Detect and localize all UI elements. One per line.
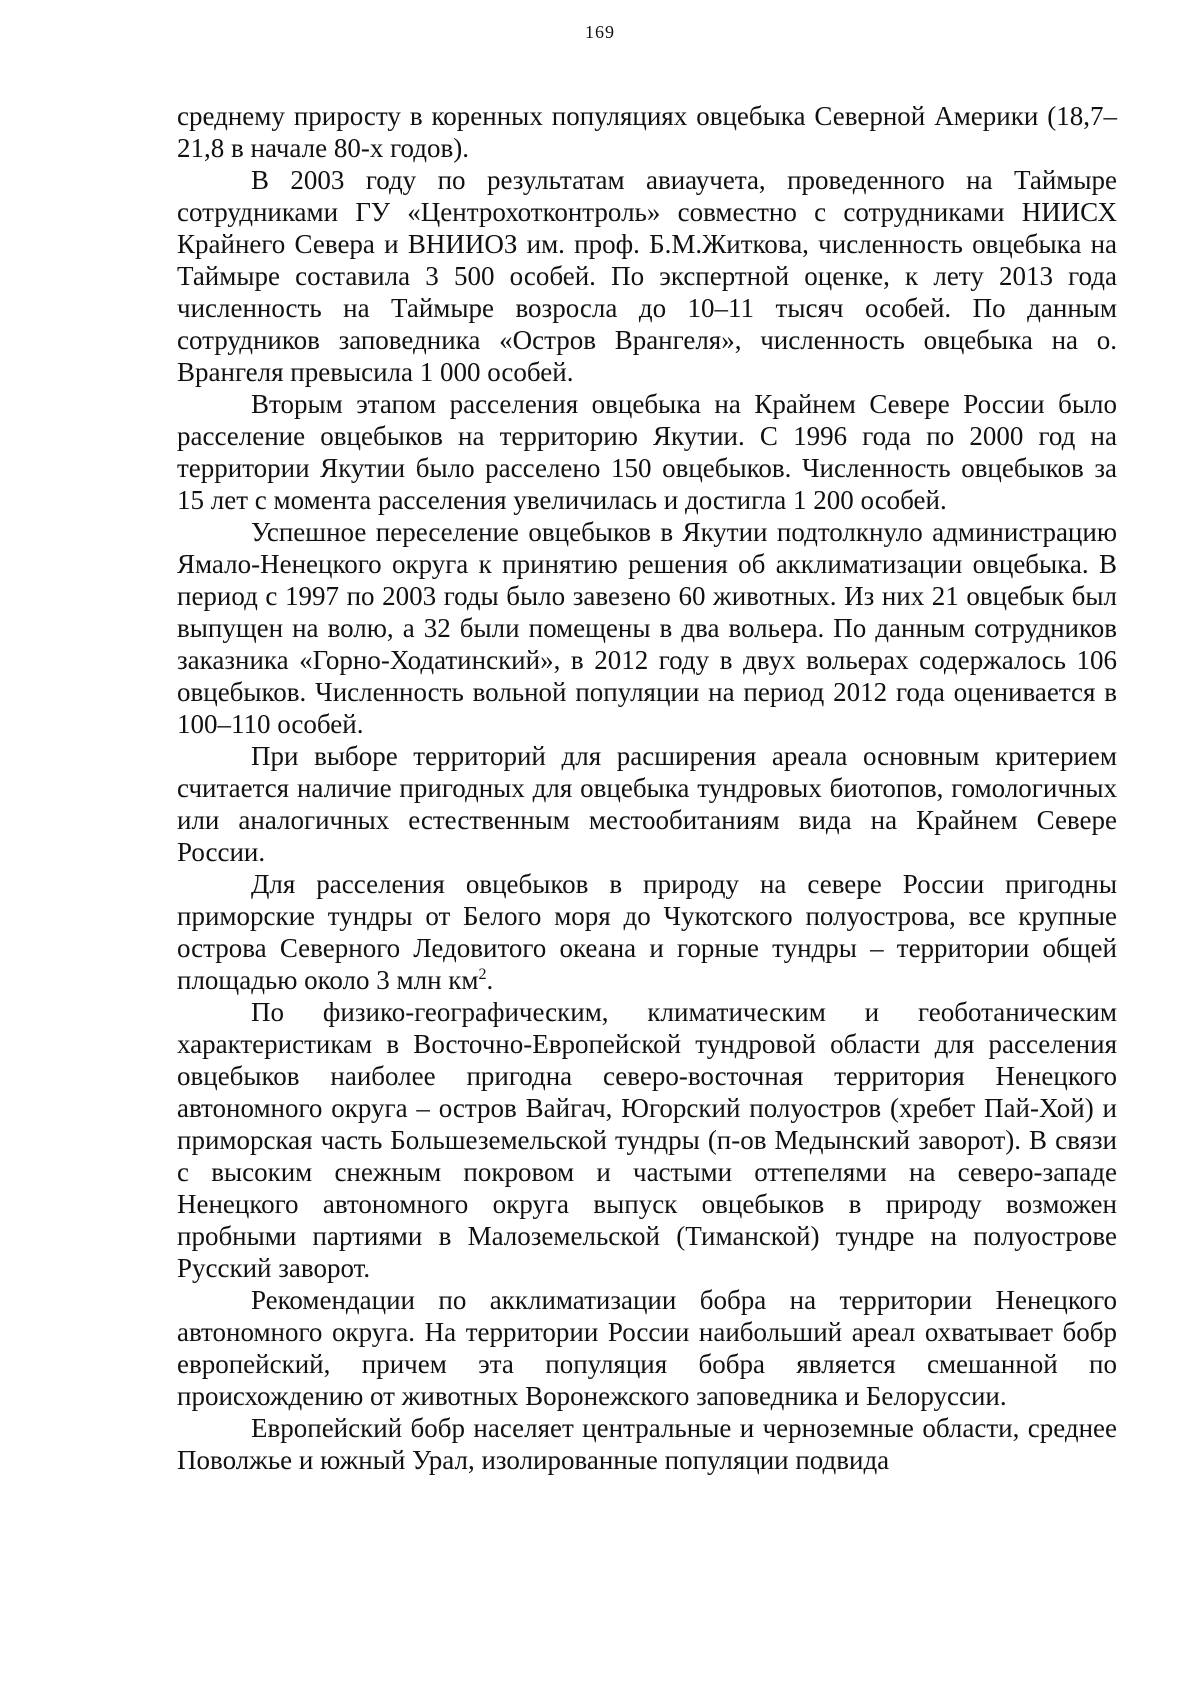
paragraph: В 2003 году по результатам авиаучета, проведенного на Таймыре сотрудниками ГУ «Центрохотконтроль» совместно с сотрудниками НИИСХ Крайнего Севера и ВНИИОЗ им. проф. Б.М.Житкова, численность овцебыка на Таймыре составила 3 500 особей. По экспертной оценке, к лету 2013 года численность на Таймыре возросла до 10–11 тысяч особей. По данным сотрудников заповедника «Остров Врангеля», численность овцебыка на о. Врангеля превысила 1 000 особей. (177, 165, 1117, 387)
superscript: 2 (478, 966, 487, 983)
paragraph (177, 868, 1117, 996)
paragraph-text: Для расселения овцебыков в природу на севере России пригодны приморские тундры от Белого моря до Чукотского полуострова, все крупные острова Северного Ледовитого океана и горные тундры – территории общей площадью около 3 млн км (177, 869, 1117, 995)
paragraph: Европейский бобр населяет центральные и черноземные области, среднее Поволжье и южный Урал, изолированные популяции подвида (177, 1413, 1117, 1475)
document-body (177, 100, 1117, 1476)
paragraph: среднему приросту в коренных популяциях овцебыка Северной Америки (18,7–21,8 в начале 80-х годов). (177, 101, 1117, 163)
paragraph: Рекомендации по акклиматизации бобра на территории Ненецкого автономного округа. На территории России наибольший ареал охватывает бобр европейский, причем эта популяция бобра является смешанной по происхождению от животных Воронежского заповедника и Белоруссии. (177, 1285, 1117, 1411)
paragraph: Успешное переселение овцебыков в Якутии подтолкнуло администрацию Ямало-Ненецкого округа к принятию решения об акклиматизации овцебыка. В период с 1997 по 2003 годы было завезено 60 животных. Из них 21 овцебык был выпущен на волю, а 32 были помещены в два вольера. По данным сотрудников заказника «Горно-Ходатинский», в 2012 году в двух вольерах содержалось 106 овцебыков. Численность вольной популяции на период 2012 года оценивается в 100–110 особей. (177, 517, 1117, 739)
paragraph: По физико-географическим, климатическим и геоботаническим характеристикам в Восточно-Европейской тундровой области для расселения овцебыков наиболее пригодна северо-восточная территория Ненецкого автономного округа – остров Вайгач, Югорский полуостров (хребет Пай-Хой) и приморская часть Большеземельской тундры (п-ов Медынский заворот). В связи с высоким снежным покровом и частыми оттепелями на северо-западе Ненецкого автономного округа выпуск овцебыков в природу возможен пробными партиями в Малоземельской (Тиманской) тундре на полуострове Русский заворот. (177, 997, 1117, 1283)
paragraph: При выборе территорий для расширения ареала основным критерием считается наличие пригодных для овцебыка тундровых биотопов, гомологичных или аналогичных естественным местообитаниям вида на Крайнем Севере России. (177, 741, 1117, 867)
page-number: 169 (585, 22, 615, 42)
paragraph: Вторым этапом расселения овцебыка на Крайнем Севере России было расселение овцебыков на территорию Якутии. С 1996 года по 2000 год на территории Якутии было расселено 150 овцебыков. Численность овцебыков за 15 лет с момента расселения увеличилась и достигла 1 200 особей. (177, 389, 1117, 515)
paragraph-tail: . (486, 965, 494, 995)
